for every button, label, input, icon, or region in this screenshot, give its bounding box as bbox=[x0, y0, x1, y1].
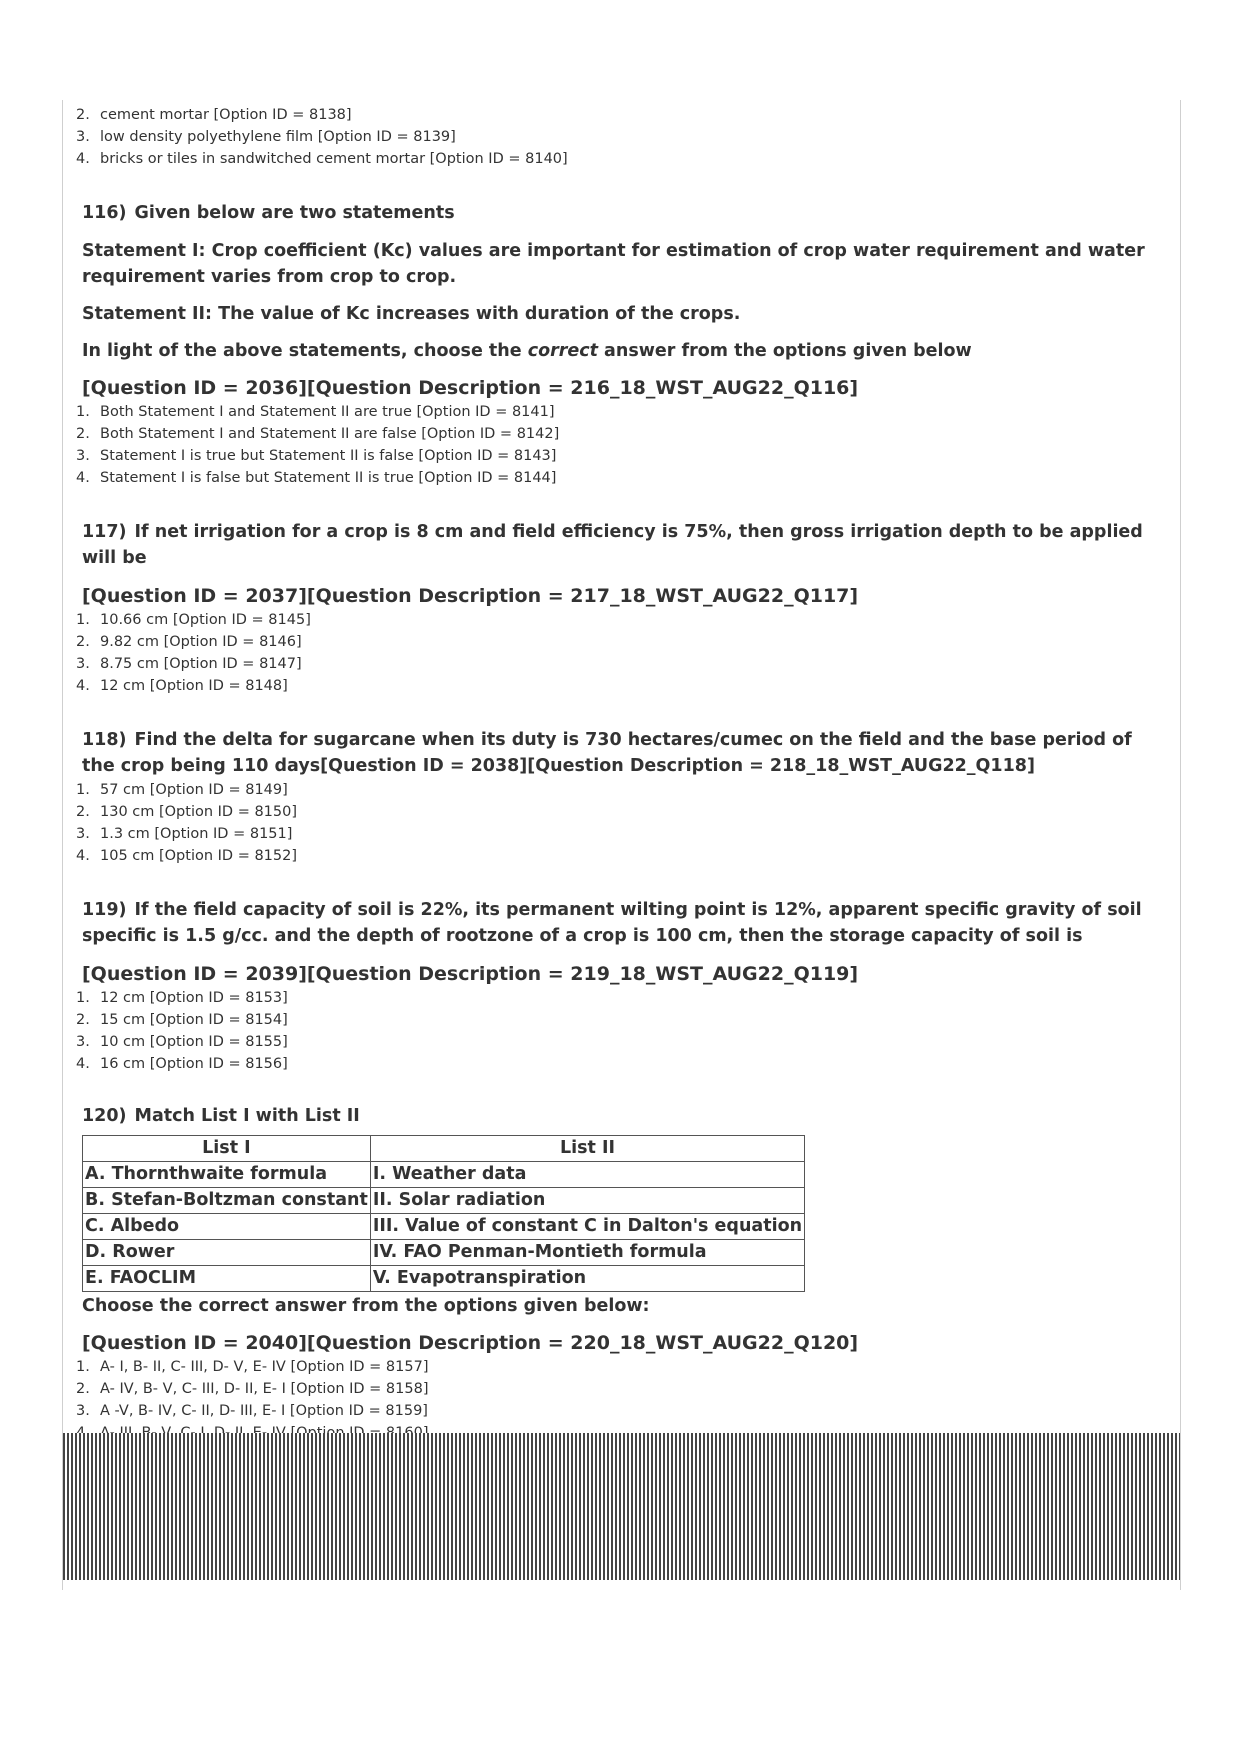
table-cell: I. Weather data bbox=[370, 1162, 804, 1188]
question-id: [Question ID = 2037][Question Description = 217_18_WST_AUG22_Q117] bbox=[82, 585, 859, 607]
question-prompt: Choose the correct answer from the options given below: bbox=[82, 1296, 650, 1316]
table-cell: C. Albedo bbox=[83, 1214, 371, 1240]
table-cell: B. Stefan-Boltzman constant bbox=[83, 1188, 371, 1214]
document-content bbox=[62, 104, 1162, 1444]
table-header: List I bbox=[83, 1136, 371, 1162]
question-117 bbox=[62, 519, 1162, 697]
option-item: 4. 12 cm [Option ID = 8148] bbox=[76, 678, 288, 694]
option-item: 4. 16 cm [Option ID = 8156] bbox=[76, 1056, 288, 1072]
option-item: 3. Statement I is true but Statement II is false [Option ID = 8143] bbox=[76, 448, 557, 464]
option-item: 3. 8.75 cm [Option ID = 8147] bbox=[76, 656, 302, 672]
barcode-strip bbox=[63, 1433, 1180, 1580]
option-item: 2. 15 cm [Option ID = 8154] bbox=[76, 1012, 288, 1028]
table-row bbox=[83, 1266, 805, 1292]
option-list bbox=[62, 987, 1162, 1075]
option-item: 1. 57 cm [Option ID = 8149] bbox=[76, 782, 288, 798]
option-list bbox=[62, 1356, 1162, 1444]
table-cell: D. Rower bbox=[83, 1240, 371, 1266]
option-item: 4. 105 cm [Option ID = 8152] bbox=[76, 848, 298, 864]
option-item: 1. 12 cm [Option ID = 8153] bbox=[76, 990, 288, 1006]
statement-2: Statement II: The value of Kc increases with duration of the crops. bbox=[82, 304, 741, 324]
table-cell: E. FAOCLIM bbox=[83, 1266, 371, 1292]
table-cell: III. Value of constant C in Dalton's equation bbox=[370, 1214, 804, 1240]
table-cell: II. Solar radiation bbox=[370, 1188, 804, 1214]
option-item: 2. Both Statement I and Statement II are false [Option ID = 8142] bbox=[76, 426, 560, 442]
question-120 bbox=[62, 1103, 1162, 1444]
question-title: 120) Match List I with List II bbox=[82, 1106, 360, 1126]
option-item: 3. low density polyethylene film [Option ID = 8139] bbox=[76, 129, 456, 145]
question-id: [Question ID = 2036][Question Description = 216_18_WST_AUG22_Q116] bbox=[82, 377, 859, 399]
option-list bbox=[62, 609, 1162, 697]
question-title: 118) Find the delta for sugarcane when its duty is 730 hectares/cumec on the field and the base period of the crop being 110 days[Question ID = 2038][Question Description = 218_18_WST_AUG22_Q118] bbox=[82, 730, 1132, 776]
question-id: [Question ID = 2040][Question Description = 220_18_WST_AUG22_Q120] bbox=[82, 1332, 859, 1354]
option-item: 1. 10.66 cm [Option ID = 8145] bbox=[76, 612, 311, 628]
table-cell: A. Thornthwaite formula bbox=[83, 1162, 371, 1188]
option-list bbox=[62, 779, 1162, 867]
question-id: [Question ID = 2039][Question Description = 219_18_WST_AUG22_Q119] bbox=[82, 963, 859, 985]
option-item: 3. 10 cm [Option ID = 8155] bbox=[76, 1034, 288, 1050]
question-116 bbox=[62, 200, 1162, 489]
option-item: 3. A -V, B- IV, C- II, D- III, E- I [Option ID = 8159] bbox=[76, 1403, 428, 1419]
option-item: 4. bricks or tiles in sandwitched cement mortar [Option ID = 8140] bbox=[76, 151, 568, 167]
option-list bbox=[62, 104, 1162, 170]
table-cell: IV. FAO Penman-Montieth formula bbox=[370, 1240, 804, 1266]
option-item: 2. 9.82 cm [Option ID = 8146] bbox=[76, 634, 302, 650]
table-row bbox=[83, 1188, 805, 1214]
table-header: List II bbox=[370, 1136, 804, 1162]
question-prompt: In light of the above statements, choose the correct answer from the options given below bbox=[82, 341, 972, 361]
table-row bbox=[83, 1162, 805, 1188]
question-title: 116) Given below are two statements bbox=[82, 203, 455, 223]
option-item: 4. Statement I is false but Statement II is true [Option ID = 8144] bbox=[76, 470, 557, 486]
table-row bbox=[83, 1214, 805, 1240]
option-item: 2. cement mortar [Option ID = 8138] bbox=[76, 107, 352, 123]
question-118 bbox=[62, 727, 1162, 867]
question-119 bbox=[62, 897, 1162, 1075]
table-cell: V. Evapotranspiration bbox=[370, 1266, 804, 1292]
table-header-row bbox=[83, 1136, 805, 1162]
option-item: 2. 130 cm [Option ID = 8150] bbox=[76, 804, 298, 820]
match-table bbox=[82, 1135, 805, 1292]
option-item: 3. 1.3 cm [Option ID = 8151] bbox=[76, 826, 293, 842]
option-item: 2. A- IV, B- V, C- III, D- II, E- I [Option ID = 8158] bbox=[76, 1381, 429, 1397]
option-item: 1. A- I, B- II, C- III, D- V, E- IV [Option ID = 8157] bbox=[76, 1359, 429, 1375]
option-list bbox=[62, 401, 1162, 489]
option-item: 1. Both Statement I and Statement II are true [Option ID = 8141] bbox=[76, 404, 555, 420]
question-title: 119) If the field capacity of soil is 22%, its permanent wilting point is 12%, apparent specific gravity of soil specific is 1.5 g/cc. and the depth of rootzone of a crop is 100 cm, then the storage capacity of soil is bbox=[82, 900, 1142, 946]
question-title: 117) If net irrigation for a crop is 8 cm and field efficiency is 75%, then gross irrigation depth to be applied will be bbox=[82, 522, 1143, 568]
table-row bbox=[83, 1240, 805, 1266]
statement-1: Statement I: Crop coefficient (Kc) values are important for estimation of crop water requirement and water requirement varies from crop to crop. bbox=[82, 241, 1145, 287]
